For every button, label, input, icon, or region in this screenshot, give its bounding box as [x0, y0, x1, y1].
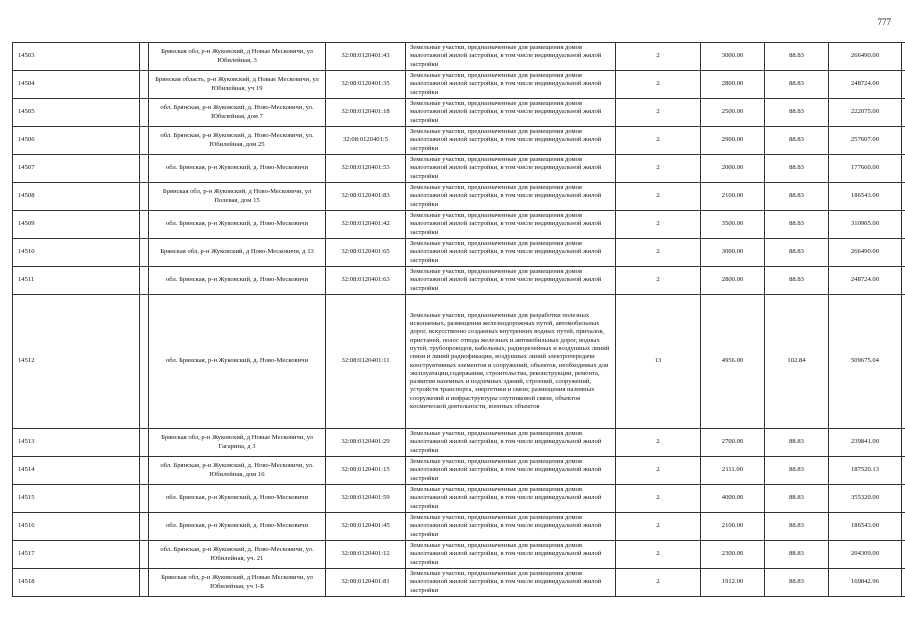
row-land-use-purpose: Земельные участки, предназначенные для размещения домов малоэтажной жилой застройки, в том числе индивидуальной жилой застройки: [406, 211, 616, 239]
row-id: 14503: [13, 43, 140, 71]
row-land-use-purpose: Земельные участки, предназначенные для размещения домов малоэтажной жилой застройки, в том числе индивидуальной жилой застройки: [406, 569, 616, 597]
table-row: [13, 429, 905, 457]
row-cadastral-value: 248724.00: [829, 71, 902, 99]
table-row: [13, 485, 905, 513]
empty-cell: [140, 541, 149, 569]
row-cadastral-number: 32:08:0120401:43: [326, 43, 406, 71]
row-address: обл. Брянская, р-н Жуковский, д. Ново-Месковичи: [149, 295, 326, 429]
empty-cell: [140, 127, 149, 155]
empty-cell: [902, 183, 905, 211]
empty-cell: [902, 429, 905, 457]
row-address: обл. Брянская, р-н Жуковский, д. Ново-Месковичи: [149, 485, 326, 513]
row-specific-value: 102.84: [765, 295, 829, 429]
row-group-number: 2: [616, 541, 701, 569]
row-id: 14506: [13, 127, 140, 155]
empty-cell: [902, 211, 905, 239]
row-address: обл. Брянская, р-н Жуковский, д. Ново-Месковичи: [149, 513, 326, 541]
row-specific-value: 88.83: [765, 513, 829, 541]
row-id: 14512: [13, 295, 140, 429]
row-specific-value: 88.83: [765, 429, 829, 457]
row-land-use-purpose: Земельные участки, предназначенные для размещения домов малоэтажной жилой застройки, в том числе индивидуальной жилой застройки: [406, 457, 616, 485]
row-group-number: 2: [616, 155, 701, 183]
page-number: 777: [877, 17, 891, 27]
row-cadastral-number: 32:08:0120401:11: [326, 295, 406, 429]
table-row: [13, 127, 905, 155]
row-group-number: 2: [616, 513, 701, 541]
row-address: обл. Брянская, р-н Жуковский, д. Ново-Месковичи: [149, 155, 326, 183]
row-cadastral-value: 204309.00: [829, 541, 902, 569]
empty-cell: [140, 211, 149, 239]
cadastral-value-table: [12, 42, 905, 597]
row-specific-value: 88.83: [765, 457, 829, 485]
row-cadastral-number: 32:08:0120401:53: [326, 155, 406, 183]
empty-cell: [140, 267, 149, 295]
empty-cell: [140, 295, 149, 429]
row-area: 2100.00: [701, 183, 765, 211]
row-area: 2900.00: [701, 127, 765, 155]
table-row: [13, 99, 905, 127]
row-land-use-purpose: Земельные участки, предназначенные для размещения домов малоэтажной жилой застройки, в том числе индивидуальной жилой застройки: [406, 43, 616, 71]
row-cadastral-number: 32:08:0120401:45: [326, 513, 406, 541]
row-area: 2700.00: [701, 429, 765, 457]
row-group-number: 2: [616, 183, 701, 211]
empty-cell: [140, 239, 149, 267]
row-specific-value: 88.83: [765, 239, 829, 267]
row-cadastral-number: 32:08:0120401:29: [326, 429, 406, 457]
row-address: Брянская обл, р-н Жуковский, д Новые Месковичи, ул Гагарина, д 3: [149, 429, 326, 457]
row-area: 1912.00: [701, 569, 765, 597]
row-area: 2800.00: [701, 71, 765, 99]
table-row: [13, 541, 905, 569]
row-cadastral-number: 32:08:0120401:81: [326, 569, 406, 597]
row-id: 14517: [13, 541, 140, 569]
empty-cell: [902, 457, 905, 485]
table-row: [13, 569, 905, 597]
row-group-number: 2: [616, 485, 701, 513]
row-area: 2300.00: [701, 541, 765, 569]
row-address: Брянская обл, р-н Жуковский, д Новые Месковичи, ул Юбилейная, уч 1-Б: [149, 569, 326, 597]
row-cadastral-number: 32:08:0120401:35: [326, 71, 406, 99]
row-land-use-purpose: Земельные участки, предназначенные для размещения домов малоэтажной жилой застройки, в том числе индивидуальной жилой застройки: [406, 239, 616, 267]
row-cadastral-number: 32:08:0120401:65: [326, 239, 406, 267]
table-row: [13, 71, 905, 99]
empty-cell: [902, 43, 905, 71]
empty-cell: [902, 71, 905, 99]
empty-cell: [140, 183, 149, 211]
table-row: [13, 155, 905, 183]
row-specific-value: 88.83: [765, 211, 829, 239]
row-id: 14511: [13, 267, 140, 295]
empty-cell: [140, 71, 149, 99]
row-address: обл. Брянская, р-н Жуковский, д. Ново-Месковичи, ул. Юбилейная, уч. 21: [149, 541, 326, 569]
row-id: 14518: [13, 569, 140, 597]
row-cadastral-value: 169842.96: [829, 569, 902, 597]
row-specific-value: 88.83: [765, 267, 829, 295]
row-cadastral-value: 186543.00: [829, 183, 902, 211]
row-id: 14508: [13, 183, 140, 211]
row-cadastral-value: 177660.00: [829, 155, 902, 183]
empty-cell: [140, 99, 149, 127]
row-address: Брянская обл, р-н Жуковский, д Ново-Месковичи, д 13: [149, 239, 326, 267]
row-id: 14516: [13, 513, 140, 541]
row-address: Брянская область, р-н Жуковский, д Новые Месковичи, ул Юбилейная, уч 19: [149, 71, 326, 99]
row-land-use-purpose: Земельные участки, предназначенные для разработки полезных ископаемых, размещения железнодорожных путей, автомобильных дорог, искусственно созданных внутренних водных путей, причалов, пристаней, полос отвода железных и автомобильных дорог, водных путей, трубопроводов, кабельных, радиорелейных и воздушных линий связи и линий радиофикации, воздушных линий электропередачи конструктивных элементов и сооружений, объектов, необходимых для эксплуатации,содержания, строительства, реконструкции, ремонта, развития наземных и подземных зданий, строений, сооружений, устройств транспорта, энергетики и связи; размещения наземных сооружений и инфраструктуры спутниковой связи, объектов космической деятельности, военных объектов: [406, 295, 616, 429]
row-cadastral-number: 32:08:0120401:59: [326, 485, 406, 513]
empty-cell: [140, 485, 149, 513]
empty-cell: [902, 155, 905, 183]
table-row: [13, 211, 905, 239]
row-group-number: 2: [616, 429, 701, 457]
table-row: [13, 43, 905, 71]
table-row: [13, 457, 905, 485]
row-area: 2800.00: [701, 267, 765, 295]
row-area: 4000.00: [701, 485, 765, 513]
row-land-use-purpose: Земельные участки, предназначенные для размещения домов малоэтажной жилой застройки, в том числе индивидуальной жилой застройки: [406, 541, 616, 569]
empty-cell: [902, 99, 905, 127]
row-cadastral-value: 355320.00: [829, 485, 902, 513]
empty-cell: [902, 513, 905, 541]
table-row: [13, 239, 905, 267]
row-cadastral-value: 509675.04: [829, 295, 902, 429]
table-row: [13, 183, 905, 211]
empty-cell: [140, 43, 149, 71]
row-cadastral-number: 32:08:0120401:42: [326, 211, 406, 239]
row-specific-value: 88.83: [765, 183, 829, 211]
row-address: обл. Брянская, р-н Жуковский, д. Ново-Месковичи, ул. Юбилейная, дом 25: [149, 127, 326, 155]
row-land-use-purpose: Земельные участки, предназначенные для размещения домов малоэтажной жилой застройки, в том числе индивидуальной жилой застройки: [406, 513, 616, 541]
row-land-use-purpose: Земельные участки, предназначенные для размещения домов малоэтажной жилой застройки, в том числе индивидуальной жилой застройки: [406, 71, 616, 99]
row-specific-value: 88.83: [765, 99, 829, 127]
row-id: 14505: [13, 99, 140, 127]
row-cadastral-value: 239841.00: [829, 429, 902, 457]
empty-cell: [140, 569, 149, 597]
empty-cell: [902, 569, 905, 597]
row-address: обл. Брянская, р-н Жуковский, д. Ново-Месковичи, ул. Юбилейная, дом 16: [149, 457, 326, 485]
row-specific-value: 88.83: [765, 569, 829, 597]
row-cadastral-value: 248724.00: [829, 267, 902, 295]
row-address: обл. Брянская, р-н Жуковский, д. Ново-Месковичи: [149, 267, 326, 295]
empty-cell: [902, 295, 905, 429]
row-specific-value: 88.83: [765, 485, 829, 513]
row-id: 14510: [13, 239, 140, 267]
row-cadastral-value: 257607.00: [829, 127, 902, 155]
row-area: 3500.00: [701, 211, 765, 239]
row-cadastral-value: 186543.00: [829, 513, 902, 541]
row-address: обл. Брянская, р-н Жуковский, д. Ново-Месковичи: [149, 211, 326, 239]
row-cadastral-number: 32:08:0120401:15: [326, 457, 406, 485]
row-group-number: 2: [616, 71, 701, 99]
row-land-use-purpose: Земельные участки, предназначенные для размещения домов малоэтажной жилой застройки, в том числе индивидуальной жилой застройки: [406, 429, 616, 457]
row-id: 14507: [13, 155, 140, 183]
row-cadastral-number: 32:08:0120401:63: [326, 267, 406, 295]
row-area: 2500.00: [701, 99, 765, 127]
row-id: 14504: [13, 71, 140, 99]
empty-cell: [902, 485, 905, 513]
row-id: 14515: [13, 485, 140, 513]
row-cadastral-number: 32:08:0120401:12: [326, 541, 406, 569]
table-row: [13, 513, 905, 541]
row-cadastral-value: 222075.00: [829, 99, 902, 127]
row-land-use-purpose: Земельные участки, предназначенные для размещения домов малоэтажной жилой застройки, в том числе индивидуальной жилой застройки: [406, 267, 616, 295]
row-land-use-purpose: Земельные участки, предназначенные для размещения домов малоэтажной жилой застройки, в том числе индивидуальной жилой застройки: [406, 127, 616, 155]
row-group-number: 2: [616, 99, 701, 127]
row-cadastral-number: 32:08:0120401:18: [326, 99, 406, 127]
empty-cell: [902, 541, 905, 569]
row-group-number: 2: [616, 239, 701, 267]
table-row: [13, 295, 905, 429]
row-land-use-purpose: Земельные участки, предназначенные для размещения домов малоэтажной жилой застройки, в том числе индивидуальной жилой застройки: [406, 99, 616, 127]
row-area: 3000.00: [701, 43, 765, 71]
row-address: Брянская обл, р-н Жуковский, д Новые Месковичи, ул Юбилейная, 3: [149, 43, 326, 71]
row-id: 14513: [13, 429, 140, 457]
row-cadastral-number: 32:08:0120401:5: [326, 127, 406, 155]
empty-cell: [902, 239, 905, 267]
row-group-number: 2: [616, 267, 701, 295]
row-area: 2100.00: [701, 513, 765, 541]
row-area: 2111.00: [701, 457, 765, 485]
row-group-number: 2: [616, 569, 701, 597]
row-group-number: 2: [616, 457, 701, 485]
row-group-number: 2: [616, 127, 701, 155]
row-address: обл. Брянская, р-н Жуковский, д. Ново-Месковичи, ул. Юбилейная, дом 7: [149, 99, 326, 127]
empty-cell: [140, 513, 149, 541]
row-specific-value: 88.83: [765, 155, 829, 183]
row-area: 2000.00: [701, 155, 765, 183]
row-specific-value: 88.83: [765, 43, 829, 71]
row-specific-value: 88.83: [765, 541, 829, 569]
row-cadastral-number: 32:08:0120401:83: [326, 183, 406, 211]
row-area: 3000.00: [701, 239, 765, 267]
row-land-use-purpose: Земельные участки, предназначенные для размещения домов малоэтажной жилой застройки, в том числе индивидуальной жилой застройки: [406, 155, 616, 183]
row-id: 14514: [13, 457, 140, 485]
row-group-number: 2: [616, 43, 701, 71]
row-area: 4956.00: [701, 295, 765, 429]
row-cadastral-value: 187520.13: [829, 457, 902, 485]
empty-cell: [902, 127, 905, 155]
empty-cell: [140, 155, 149, 183]
empty-cell: [902, 267, 905, 295]
row-specific-value: 88.83: [765, 71, 829, 99]
row-land-use-purpose: Земельные участки, предназначенные для размещения домов малоэтажной жилой застройки, в том числе индивидуальной жилой застройки: [406, 485, 616, 513]
row-cadastral-value: 266490.00: [829, 239, 902, 267]
row-land-use-purpose: Земельные участки, предназначенные для размещения домов малоэтажной жилой застройки, в том числе индивидуальной жилой застройки: [406, 183, 616, 211]
empty-cell: [140, 429, 149, 457]
row-address: Брянская обл, р-н Жуковский, д Ново-Месковичи, ул Полевая, дом 15: [149, 183, 326, 211]
empty-cell: [140, 457, 149, 485]
row-group-number: 13: [616, 295, 701, 429]
row-id: 14509: [13, 211, 140, 239]
row-group-number: 2: [616, 211, 701, 239]
row-specific-value: 88.83: [765, 127, 829, 155]
row-cadastral-value: 266490.00: [829, 43, 902, 71]
table-row: [13, 267, 905, 295]
row-cadastral-value: 310905.00: [829, 211, 902, 239]
